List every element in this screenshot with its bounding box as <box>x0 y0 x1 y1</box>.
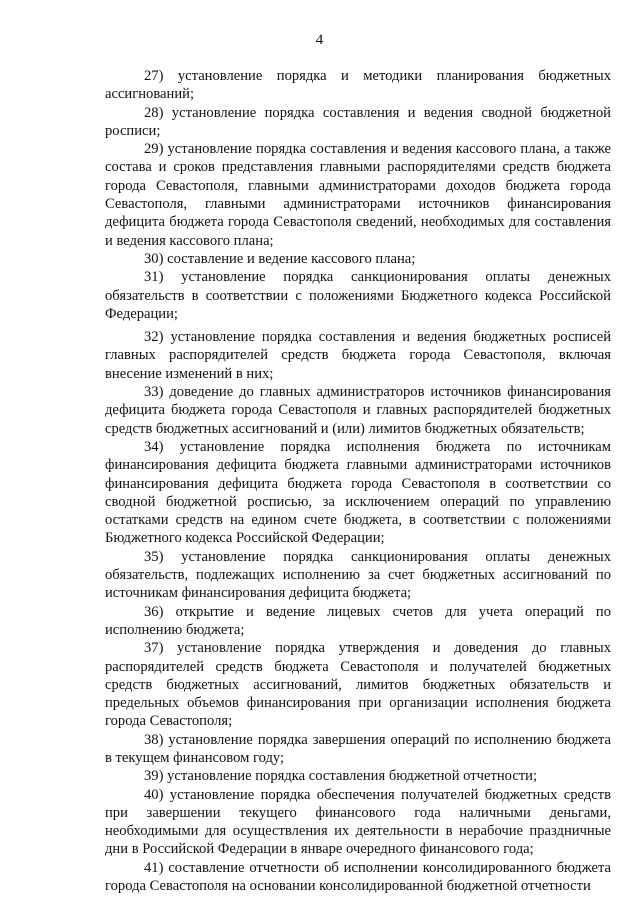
paragraph-40: 40) установление порядка обеспечения получателей бюджетных средств при завершении текущего финансового года наличными деньгами, необходимыми для осуществления их деятельности в нерабочие праздничные дни в Российской Федерации в январе очередного финансового года; <box>105 786 611 858</box>
paragraph-37: 37) установление порядка утверждения и доведения до главных распорядителей средств бюджета Севастополя и получателей бюджетных средств бюджетных ассигнований, лимитов бюджетных обязательств и предельных объемов финансирования при организации исполнения бюджета города Севастополя; <box>105 640 611 730</box>
paragraph-29: 29) установление порядка составления и ведения кассового плана, а также состава и сроков представления главными распорядителями средств бюджета города Севастополя, главными администраторами доходов бюджета города Севастополя, главными администраторами источников финансирования дефицита бюджета города Севастополя сведений, необходимых для составления и ведения кассового плана; <box>105 141 611 249</box>
paragraph-33: 33) доведение до главных администраторов источников финансирования дефицита бюджета города Севастополя и главных распорядителей бюджетных средств бюджетных ассигнований и (или) лимитов бюджетных обязательств; <box>105 384 611 437</box>
document-body <box>105 67 611 895</box>
page-number: 4 <box>315 32 324 48</box>
paragraph-31: 31) установление порядка санкционирования оплаты денежных обязательств в соответствии с положениями Бюджетного кодекса Российской Федерации; <box>105 269 611 322</box>
paragraph-38: 38) установление порядка завершения операций по исполнению бюджета в текущем финансовом году; <box>105 731 611 766</box>
paragraph-28: 28) установление порядка составления и ведения сводной бюджетной росписи; <box>105 104 611 139</box>
paragraph-30: 30) составление и ведение кассового плана; <box>144 250 416 267</box>
paragraph-41: 41) составление отчетности об исполнении консолидированного бюджета города Севастополя на основании консолидированной бюджетной отчетности <box>105 859 611 895</box>
paragraph-34: 34) установление порядка исполнения бюджета по источникам финансирования дефицита бюджета главными администраторами источников финансирования дефицита бюджета города Севастополя в соответствии со сводной бюджетной росписью, за исключением операций по управлению остатками средств на едином счете бюджета, в соответствии с положениями Бюджетного кодекса Российской Федерации; <box>105 438 611 547</box>
paragraph-27: 27) установление порядка и методики планирования бюджетных ассигнований; <box>105 68 611 103</box>
paragraph-36: 36) открытие и ведение лицевых счетов для учета операций по исполнению бюджета; <box>105 603 611 638</box>
paragraph-39: 39) установление порядка составления бюджетной отчетности; <box>144 768 538 785</box>
paragraph-32: 32) установление порядка составления и ведения бюджетных росписей главных распорядителей средств бюджета города Севастополя, включая внесение изменений в них; <box>105 329 611 382</box>
paragraph-35: 35) установление порядка санкционирования оплаты денежных обязательств, подлежащих исполнению за счет бюджетных ассигнований по источникам финансирования дефицита бюджета; <box>105 548 611 602</box>
